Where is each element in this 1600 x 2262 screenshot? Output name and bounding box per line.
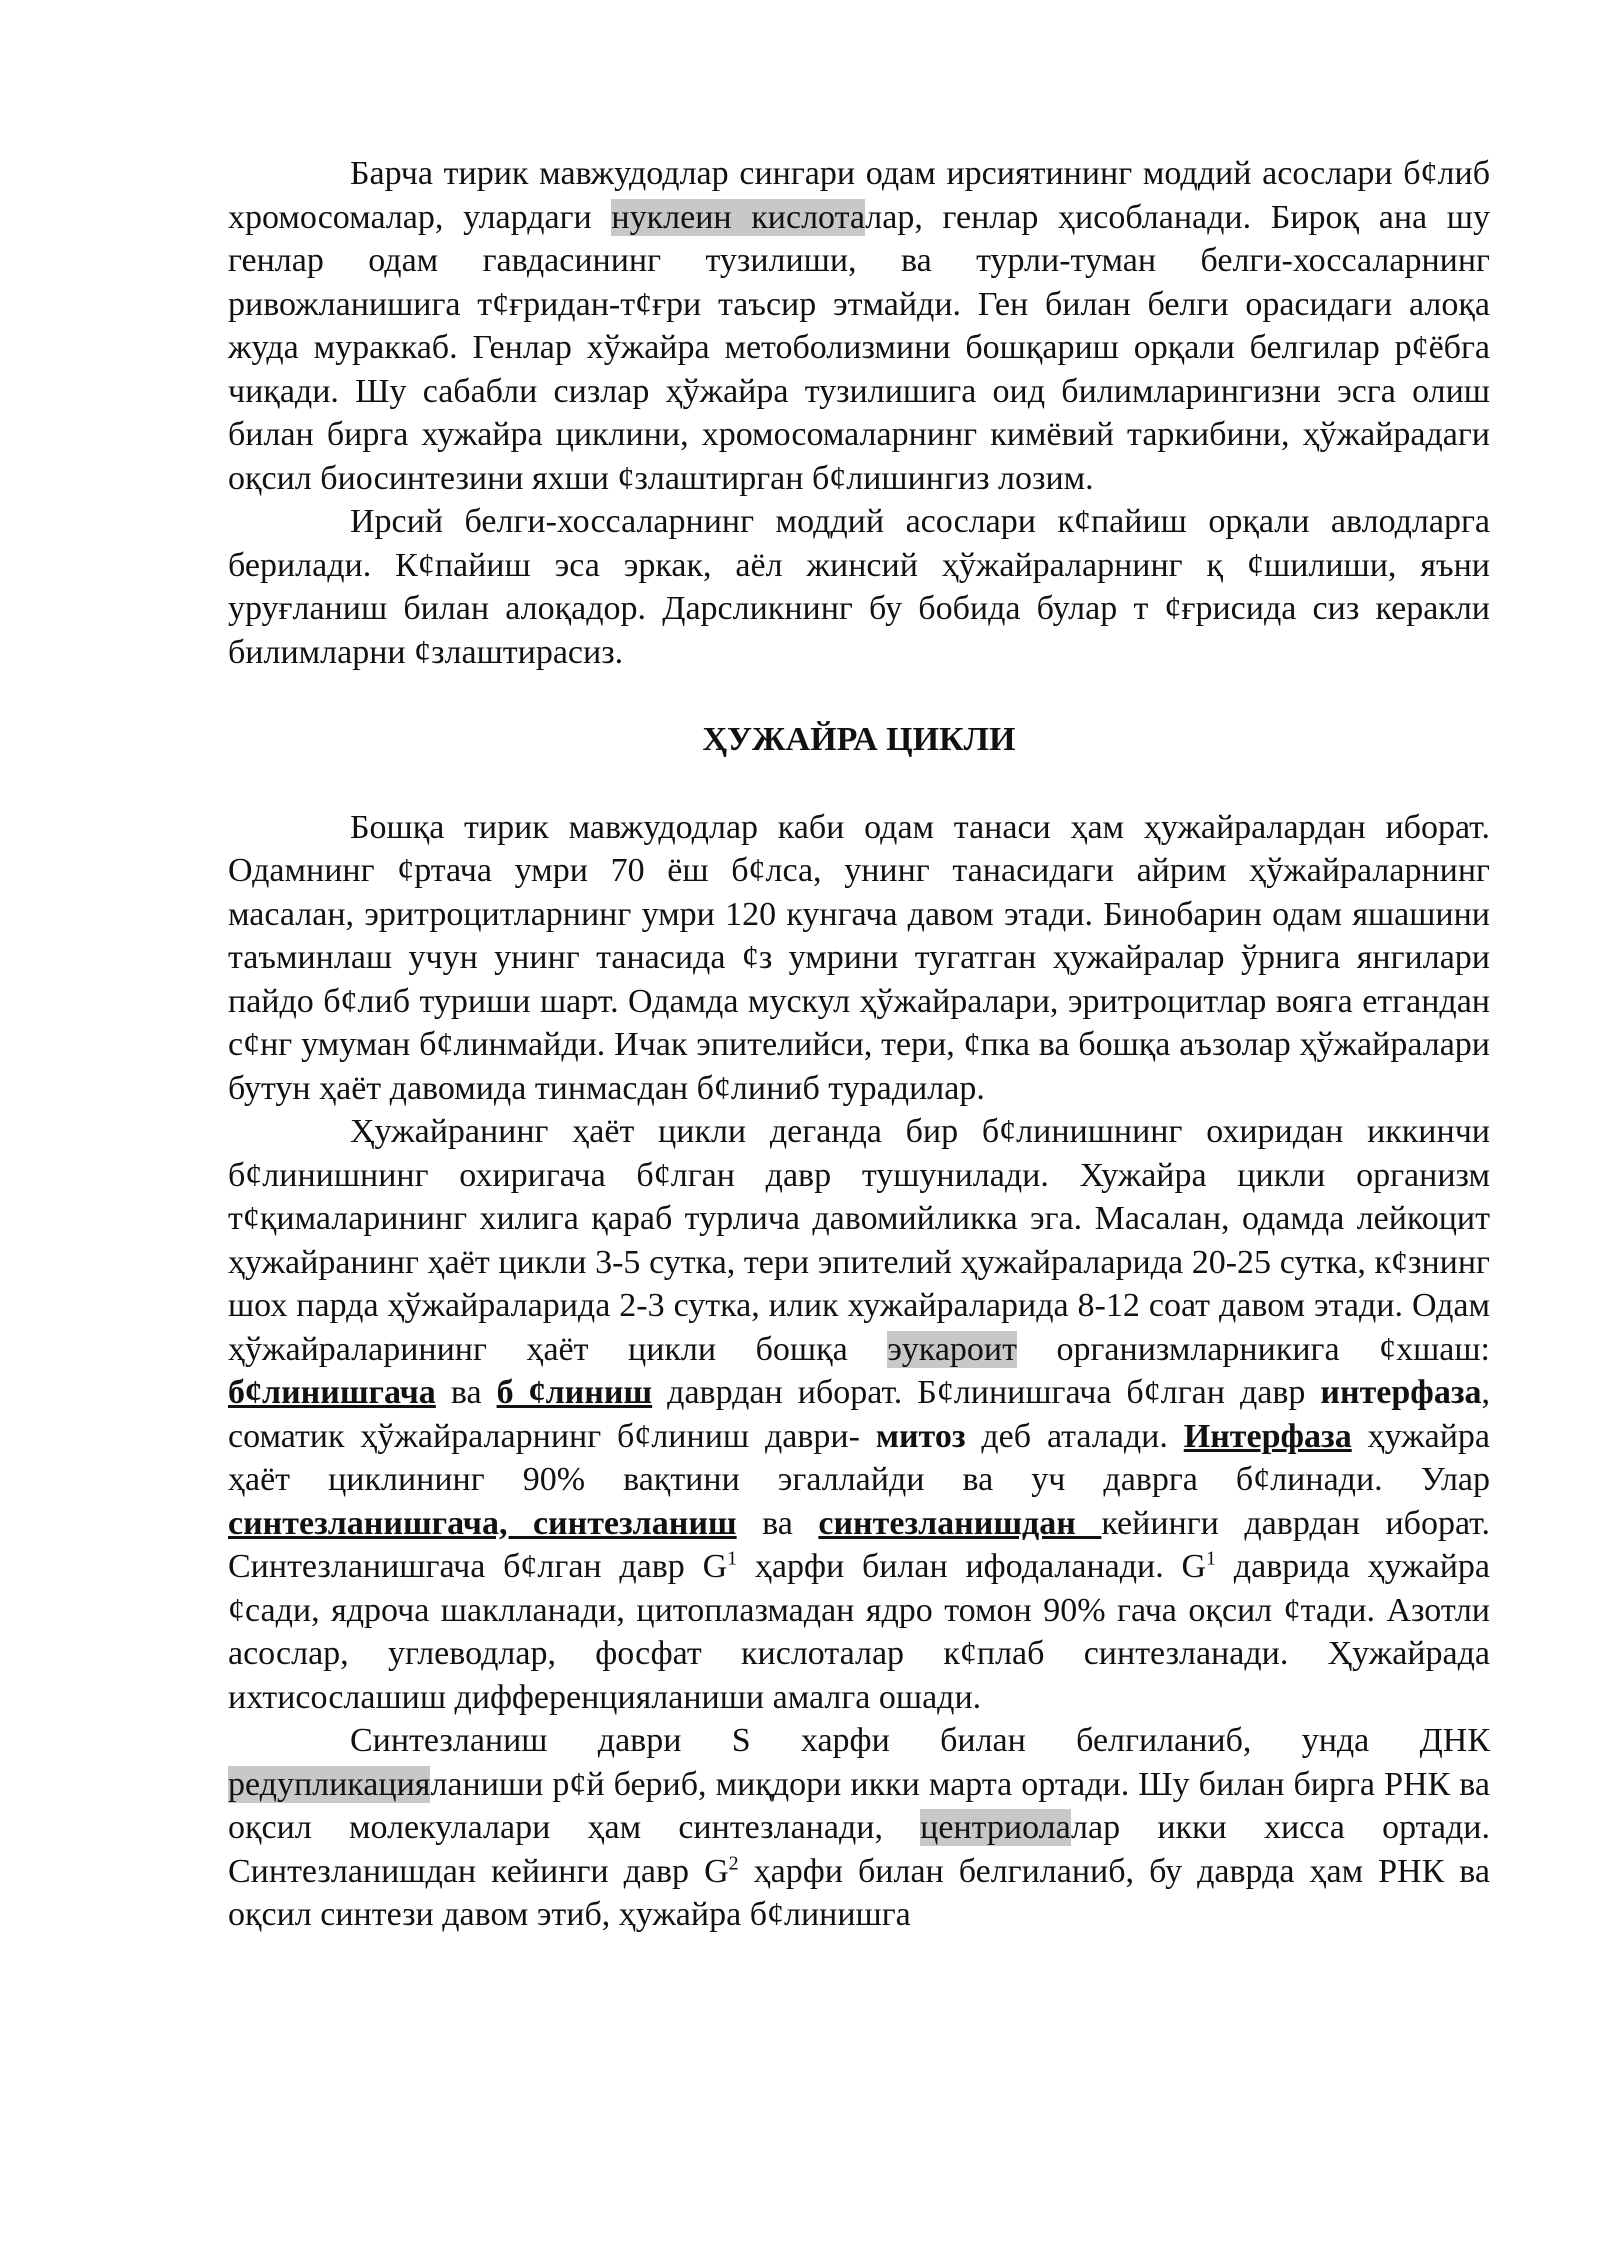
key-term: синтезланишгача, синтезланиш <box>228 1504 737 1542</box>
text-run: лар, генлар ҳисобланади. Бироқ ана шу генлар одам гавдасининг тузилиши, ва турли-туман белги-хоссаларнинг ривожланишига т¢ғридан-т¢ғри таъсир этмайди. Ген билан белги орасидаги алоқа жуда мураккаб. Генлар хўжайра метоболизмини бошқариш орқали белгилар р¢ёбга чиқади. Шу сабабли сизлар ҳўжайра тузилишига оид билимларингизни эсга олиш билан бирга хужайра циклини, хромосомаларнинг кимёвий таркибини, ҳўжайрадаги оқсил биосинтезини яхши ¢злаштирган б¢лишингиз лозим. <box>228 198 1490 497</box>
paragraph-synthesis <box>228 1719 1490 1937</box>
superscript: 2 <box>728 1852 739 1875</box>
text-run: даврида ҳужайра ¢сади, ядроча шаклланади, цитоплазмадан ядро томон 90% гача оқсил ¢тади. Азотли асослар, углеводлар, фосфат кислоталар к¢плаб синтезланади. Ҳужайрада ихтисослашиш дифференцияланиши амалга ошади. <box>228 1548 1491 1716</box>
text-run: ҳарфи билан ифодаланади. G <box>737 1548 1207 1585</box>
superscript: 1 <box>1206 1547 1217 1570</box>
superscript: 1 <box>727 1547 738 1570</box>
key-term: б ¢линиш <box>496 1374 653 1411</box>
paragraph-intro <box>228 152 1490 500</box>
highlighted-term: эукароит <box>887 1330 1017 1368</box>
bold-term: митоз <box>875 1417 966 1455</box>
text-run: даврдан иборат. Б¢линишгача б¢лган давр <box>652 1374 1321 1411</box>
paragraph-heredity: Ирсий белги-хоссаларнинг моддий асослари к¢пайиш орқали авлодларга берилади. К¢пайиш эса эркак, аёл жинсий ҳўжайраларнинг қ ¢шилиши, яъни уруғланиш билан алоқадор. Дарсликнинг бу бобида булар т ¢ғрисида сиз керакли билимларни ¢злаштирасиз. <box>228 503 1490 671</box>
text-run: кейинги даврдан иборат. Синтезланишгача б¢лган давр G <box>228 1504 1490 1585</box>
highlighted-term: нуклеин кислота <box>611 198 866 236</box>
bold-term: интерфаза <box>1320 1374 1482 1411</box>
text-run: ва <box>435 1374 497 1411</box>
text-run: ва <box>736 1504 819 1542</box>
text-run: организмларникига ¢хшаш: <box>1016 1330 1490 1368</box>
section-heading: ҲУЖАЙРА ЦИКЛИ <box>702 721 1016 758</box>
text-run: ҳарфи билан белгиланиб, бу даврда ҳам РНК ва оқсил синтези давом этиб, ҳужайра б¢линишга <box>228 1852 1490 1933</box>
key-term: Интерфаза <box>1183 1417 1352 1455</box>
text-run: Барча тирик мавжудодлар сингари одам ирсиятининг моддий асослари б¢либ хромосомалар, улардаги <box>228 155 1490 236</box>
text-run: ҳужайра ҳаёт циклининг 90% вақтини эгаллайди ва уч даврга б¢линади. Улар <box>228 1417 1491 1498</box>
key-term: б¢линишгача <box>228 1374 436 1411</box>
text-run: , соматик ҳўжайраларнинг б¢линиш даври- <box>228 1374 1490 1455</box>
text-run: деб аталади. <box>965 1417 1184 1455</box>
text-run: Синтезланиш даври S харфи билан белгиланиб, унда ДНК <box>350 1722 1490 1759</box>
paragraph-cells: Бошқа тирик мавжудодлар каби одам танаси ҳам ҳужайралардан иборат. Одамнинг ¢ртача умри 70 ёш б¢лса, унинг танасидаги айрим ҳўжайраларнинг масалан, эритроцитларнинг умри 120 кунгача давом этади. Бинобарин одам яшашини таъминлаш учун унинг танасида ¢з умрини тугатган ҳужайралар ўрнига янгилари пайдо б¢либ туриши шарт. Одамда мускул ҳўжайралари, эритроцитлар вояга етгандан с¢нг умуман б¢линмайди. Ичак эпителийси, тери, ¢пка ва бошқа аъзолар ҳўжайралари бутун ҳаёт давомида тинмасдан б¢линиб турадилар. <box>228 808 1490 1107</box>
highlighted-term: редупликация <box>228 1765 431 1803</box>
text-run: лар икки хисса ортади. Синтезланишдан кейинги давр G <box>228 1809 1490 1890</box>
highlighted-term: центриола <box>920 1809 1072 1846</box>
paragraph-cell-cycle <box>228 1110 1490 1719</box>
document-page <box>228 152 1490 1937</box>
text-run: ланиши р¢й бериб, миқдори икки марта ортади. Шу билан бирга РНК ва оқсил молекулалари ҳам синтезланади, <box>228 1765 1490 1846</box>
text-run: Ҳужайранинг ҳаёт цикли деганда бир б¢линишнинг охиридан иккинчи б¢линишнинг охиригача б¢лган давр тушунилади. Хужайра цикли организм т¢қималарининг хилига қараб турлича давомийликка эга. Масалан, одамда лейкоцит ҳужайранинг ҳаёт цикли 3-5 сутка, тери эпителий ҳужайраларида 20-25 сутка, к¢знинг шох парда ҳўжайраларида 2-3 сутка, илик хужайраларида 8-12 соат давом этади. Одам ҳўжайраларининг ҳаёт цикли бошқа <box>228 1113 1490 1368</box>
key-term: синтезланишдан <box>818 1504 1102 1542</box>
